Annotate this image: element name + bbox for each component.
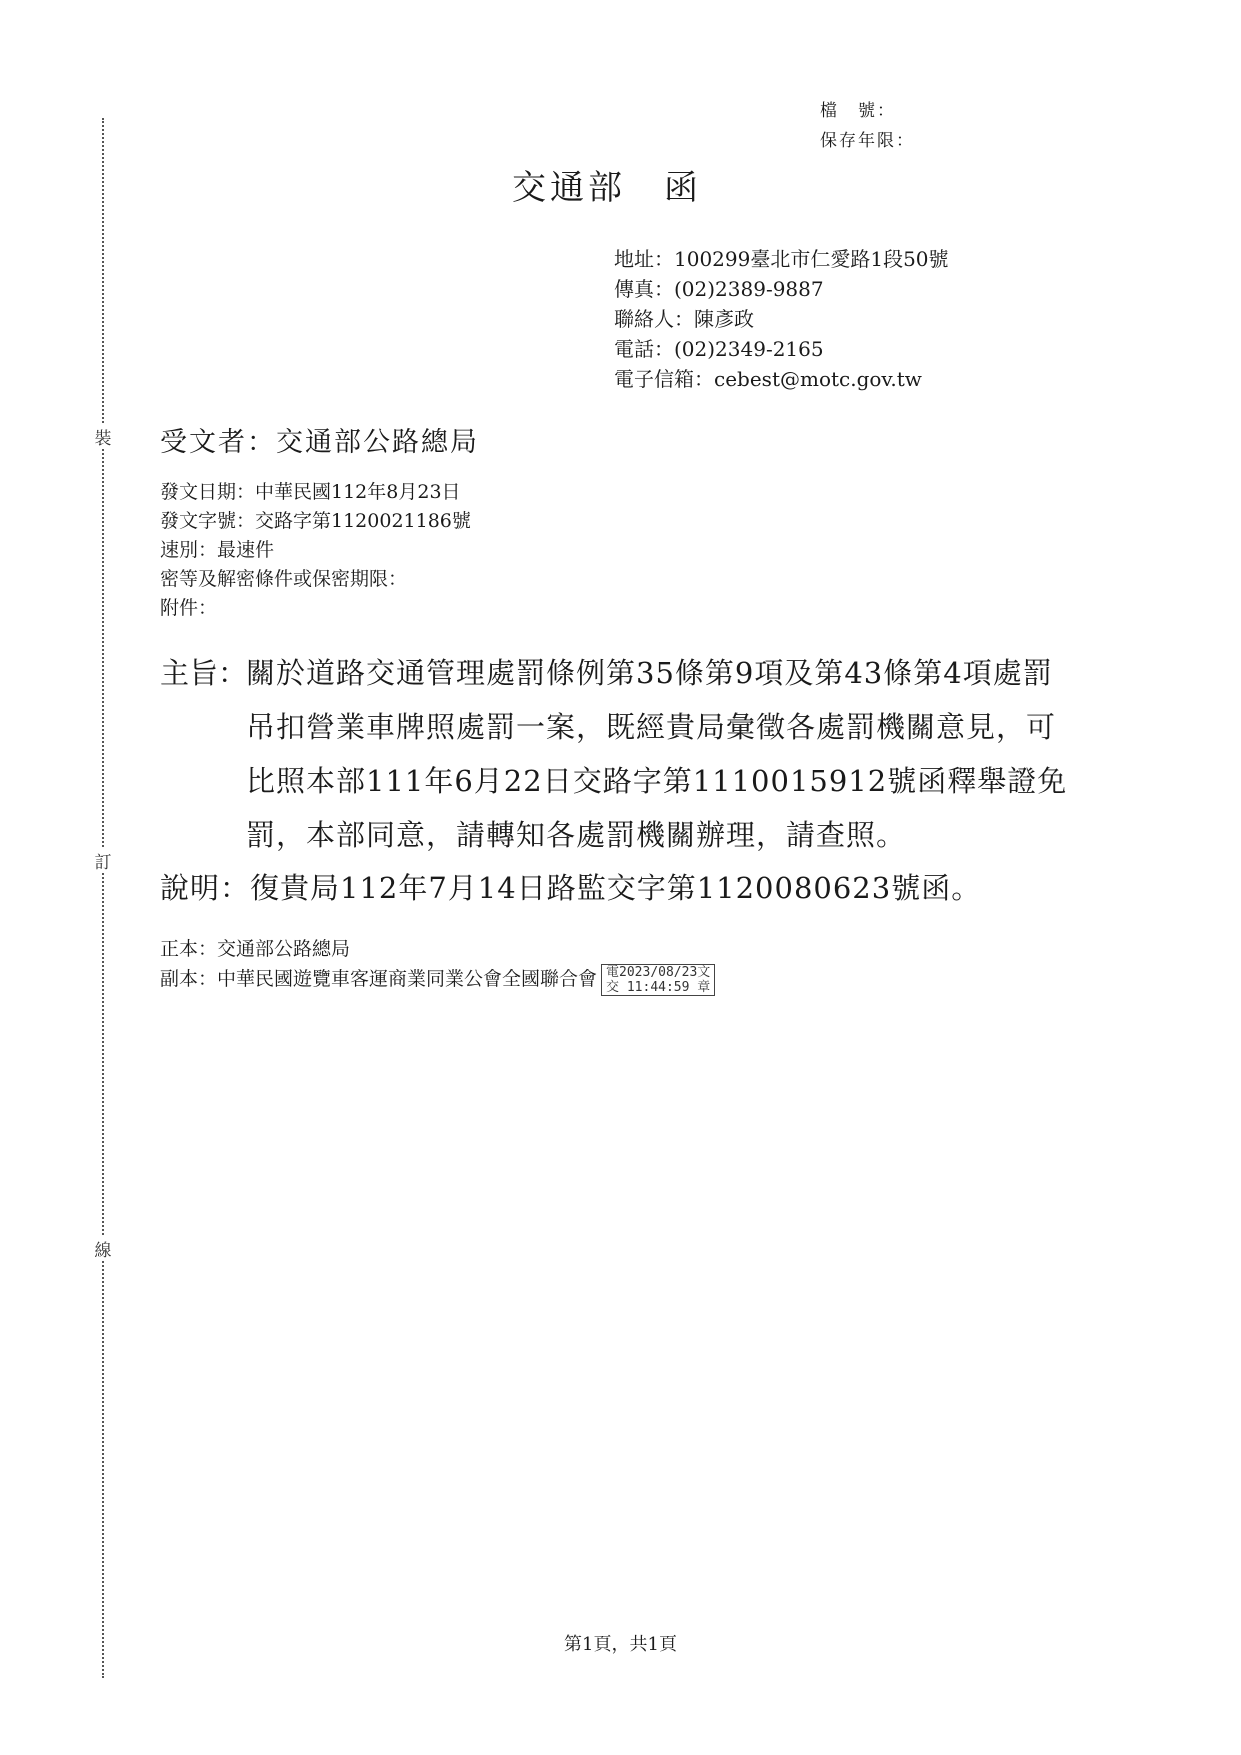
sender-info [614,244,949,394]
binding-mark-ding: 訂 [92,848,114,873]
document-title: 交通部 函 [512,168,702,208]
binding-mark-xian: 線 [92,1236,114,1261]
issuance-meta [160,478,471,623]
sender-phone: 電話：(02)2349-2165 [614,337,824,361]
page-number: 第1頁，共1頁 [564,1634,677,1655]
sender-contact: 聯絡人：陳彥政 [614,307,754,331]
reference-number: 發文字號：交路字第1120021186號 [160,510,471,532]
recipient: 受文者：交通部公路總局 [160,427,479,458]
receipt-stamp [601,964,715,996]
binding-line [102,118,104,1678]
sender-address: 地址：100299臺北市仁愛路1段50號 [614,247,949,271]
retention-period: 保存年限： [820,131,915,151]
copy-recipient: 副本：中華民國遊覽車客運商業同業公會全國聯合會 [160,968,598,990]
explanation: 說明：復貴局112年7月14日路監交字第1120080623號函。 [160,871,982,905]
distribution [160,934,715,996]
sender-email: 電子信箱：cebest@motc.gov.tw [614,367,922,391]
subject-label: 主旨： [160,656,248,690]
subject-text: 關於道路交通管理處罰條例第35條第9項及第43條第4項處罰吊扣營業車牌照處罰一案，既經貴局彙徵各處罰機關意見，可比照本部111年6月22日交路字第1110015912號函釋舉證免罰，本部同意，請轉知各處罰機關辦理，請查照。 [246,656,1068,852]
original-recipient: 正本：交通部公路總局 [160,938,351,960]
copy-recipient-row [160,964,715,996]
binding-mark-zhuang: 裝 [92,424,114,449]
issue-date: 發文日期：中華民國112年8月23日 [160,481,461,503]
urgency: 速別：最速件 [160,539,275,561]
stamp-line-1: 電2023/08/23文 [606,965,711,980]
sender-fax: 傳真：(02)2389-9887 [614,277,824,301]
file-number: 檔 號： [820,101,896,121]
file-meta [820,96,915,156]
classification: 密等及解密條件或保密期限： [160,568,408,590]
stamp-line-2: 交 11:44:59 章 [606,980,711,995]
attachments: 附件： [160,597,218,619]
